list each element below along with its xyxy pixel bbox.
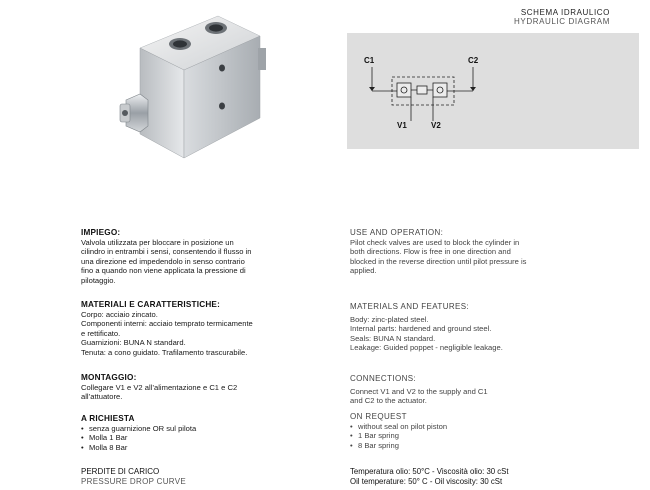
connections-section [350,374,565,406]
use-heading: USE AND OPERATION: [350,228,444,237]
temperature-it: Temperatura olio: 50°C - Viscosità olio: 30 cSt [350,467,509,476]
richiesta-section [81,414,296,452]
connections-line: and C2 to the actuator. [350,396,427,406]
connections-line: Connect V1 and V2 to the supply and C1 [350,386,488,396]
request-heading: ON REQUEST [350,412,407,421]
impiego-line: cilindro in entrambi i sensi, consentendo il flusso in [81,247,252,257]
port-c2-label: C2 [468,56,479,65]
richiesta-item: • Molla 8 Bar [81,443,296,453]
port-v2-label: V2 [431,121,441,130]
montaggio-line: all’attuatore. [81,392,123,402]
use-line: applied. [350,266,377,276]
request-item: • 8 Bar spring [350,441,565,451]
materiali-section [81,300,296,358]
montaggio-line: Collegare V1 e V2 all’alimentazione e C1 e C2 [81,382,238,392]
materiali-line: Tenuta: a cono guidato. Trafilamento trascurabile. [81,347,248,357]
perdite-it: PERDITE DI CARICO [81,467,160,476]
request-item: • without seal on pilot piston [350,422,565,432]
impiego-line: una direzione ed impedendolo in senso contrario [81,256,245,266]
impiego-line: fino a quando non viene applicata la pressione di [81,266,246,276]
temperature-en: Oil temperature: 50° C - Oil viscosity: 30 cSt [350,477,503,486]
connections-heading: CONNECTIONS: [350,374,417,383]
use-line: Pilot check valves are used to block the cylinder in [350,237,520,247]
hydraulic-diagram [347,33,639,149]
test-conditions [350,467,509,487]
materiali-line: Guarnizioni: BUNA N standard. [81,338,186,348]
materials-line: Leakage: Guided poppet - negligible leakage. [350,343,503,353]
port-v1-label: V1 [397,121,407,130]
request-section [350,412,565,450]
materials-line: Seals: BUNA N standard. [350,333,436,343]
materials-heading: MATERIALS AND FEATURES: [350,302,470,311]
richiesta-item: • Molla 1 Bar [81,433,296,443]
use-section [350,228,565,276]
pressure-drop-title [81,467,186,487]
hydraulic-diagram-title [514,8,610,26]
materiali-heading: MATERIALI E CARATTERISTICHE: [81,300,221,309]
impiego-line: pilotaggio. [81,275,116,285]
impiego-section [81,228,296,286]
hydraulic-title-it: SCHEMA IDRAULICO [520,8,610,17]
use-line: both directions. Flow is free in one direction and [350,247,511,257]
materials-line: Internal parts: hardened and ground steel. [350,324,492,334]
richiesta-heading: A RICHIESTA [81,414,135,423]
impiego-heading: IMPIEGO: [81,228,121,237]
materials-section [350,302,565,353]
perdite-en: PRESSURE DROP CURVE [81,477,186,486]
materiali-line: e rettificato. [81,328,121,338]
hydraulic-title-en: HYDRAULIC DIAGRAM [514,17,610,26]
product-image [118,8,278,168]
materials-line: Body: zinc-plated steel. [350,314,429,324]
richiesta-item: • senza guarnizione OR sul pilota [81,424,296,434]
use-line: blocked in the reverse direction until pilot pressure is [350,256,527,266]
montaggio-section [81,373,296,402]
impiego-line: Valvola utilizzata per bloccare in posizione un [81,237,234,247]
montaggio-heading: MONTAGGIO: [81,373,137,382]
port-c1-label: C1 [364,56,375,65]
materiali-line: Corpo: acciaio zincato. [81,309,158,319]
request-item: • 1 Bar spring [350,431,565,441]
materiali-line: Componenti interni: acciaio temprato termicamente [81,319,253,329]
